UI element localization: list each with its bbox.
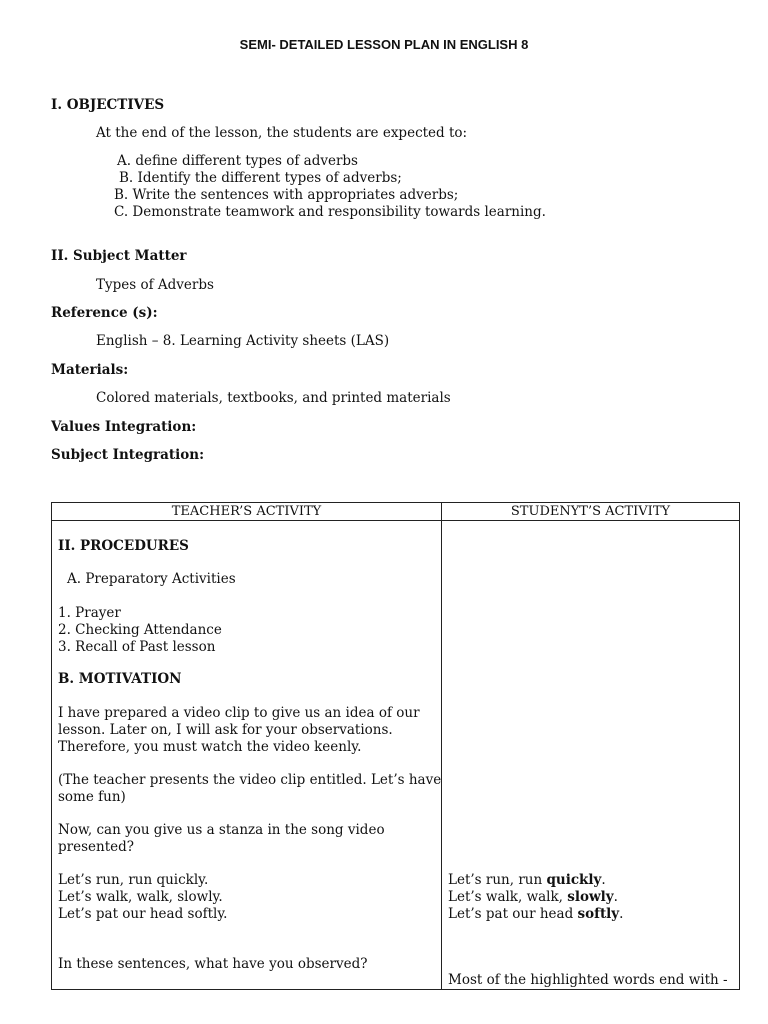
objectives-heading: I. OBJECTIVES xyxy=(51,97,165,113)
values-integration-heading: Values Integration: xyxy=(51,419,197,435)
subject-matter-value: Types of Adverbs xyxy=(96,277,214,293)
paragraph-line: Therefore, you must watch the video keenly. xyxy=(58,739,362,755)
teacher-activity-header: TEACHER’S ACTIVITY xyxy=(52,503,442,521)
objective-item: B. Identify the different types of adverbs; xyxy=(119,170,402,186)
paragraph-line: presented? xyxy=(58,839,134,855)
subject-integration-heading: Subject Integration: xyxy=(51,447,205,463)
lyric-line: Let’s run, run quickly. xyxy=(58,872,209,888)
table-row xyxy=(52,521,740,990)
paragraph-line: some fun) xyxy=(58,789,126,805)
lyric-line: Let’s walk, walk, slowly. xyxy=(58,889,223,905)
objective-item: C. Demonstrate teamwork and responsibility towards learning. xyxy=(114,204,546,220)
activity-table xyxy=(51,502,740,990)
paragraph-line: Now, can you give us a stanza in the song video xyxy=(58,822,385,838)
list-item: 3. Recall of Past lesson xyxy=(58,639,216,655)
student-observation: Most of the highlighted words end with - xyxy=(448,972,728,988)
paragraph-line: lesson. Later on, I will ask for your observations. xyxy=(58,722,393,738)
student-lyric-line: Let’s pat our head softly. xyxy=(448,906,624,922)
student-lyric-line: Let’s run, run quickly. xyxy=(448,872,606,888)
table-header-row xyxy=(52,503,740,521)
student-activity-cell xyxy=(442,521,740,990)
subject-matter-heading: II. Subject Matter xyxy=(51,248,187,264)
objective-item: A. define different types of adverbs xyxy=(117,153,358,169)
materials-value: Colored materials, textbooks, and printed materials xyxy=(96,390,451,406)
teacher-activity-cell xyxy=(52,521,442,990)
lyric-line: Let’s pat our head softly. xyxy=(58,906,228,922)
list-item: 1. Prayer xyxy=(58,605,121,621)
reference-value: English – 8. Learning Activity sheets (LAS) xyxy=(96,333,390,349)
student-activity-header: STUDENYT’S ACTIVITY xyxy=(442,503,740,521)
reference-heading: Reference (s): xyxy=(51,305,158,321)
student-lyric-line: Let’s walk, walk, slowly. xyxy=(448,889,618,905)
paragraph-line: I have prepared a video clip to give us an idea of our xyxy=(58,705,420,721)
motivation-heading: B. MOTIVATION xyxy=(58,671,182,687)
procedures-heading: II. PROCEDURES xyxy=(58,538,189,554)
preparatory-activities: A. Preparatory Activities xyxy=(67,571,236,587)
list-item: 2. Checking Attendance xyxy=(58,622,222,638)
materials-heading: Materials: xyxy=(51,362,129,378)
paragraph-line: (The teacher presents the video clip entitled. Let’s have xyxy=(58,772,442,788)
document-title: SEMI- DETAILED LESSON PLAN IN ENGLISH 8 xyxy=(239,37,529,52)
observation-question: In these sentences, what have you observed? xyxy=(58,956,368,972)
objectives-intro: At the end of the lesson, the students are expected to: xyxy=(96,125,468,141)
objective-item: B. Write the sentences with appropriates adverbs; xyxy=(114,187,459,203)
